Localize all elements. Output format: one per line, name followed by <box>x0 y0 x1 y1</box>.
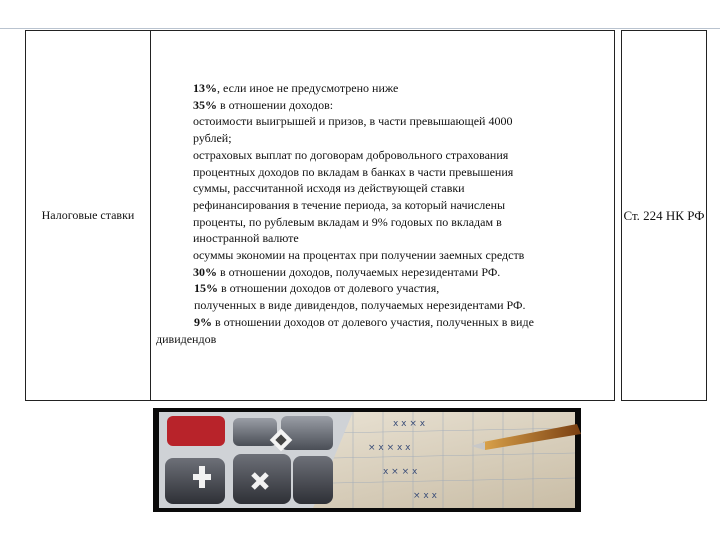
table-row <box>26 31 707 401</box>
list-item-cont: рублей; <box>193 131 232 146</box>
rates-description-cell <box>151 31 615 401</box>
law-reference: Ст. 224 НК РФ <box>623 207 705 223</box>
list-item-cont: рефинансирования в течение периода, за который начислены <box>193 197 506 212</box>
list-item-cont: дивидендов <box>156 331 217 346</box>
rates-description <box>156 80 604 347</box>
list-item: oсуммы экономии на процентах при получении заемных средств <box>193 248 525 263</box>
svg-text:× x × x x: × x × x x <box>368 443 411 453</box>
list-item-cont: процентных доходов по вкладам в банках в части превышения <box>193 164 514 179</box>
rate-9-line: 9% в отношении доходов от долевого участия, полученных в виде <box>194 314 534 329</box>
rates-label-cell <box>26 31 151 401</box>
list-item: oстоимости выигрышей и призов, в части превышающей 4000 <box>193 114 513 129</box>
rate-15-line: 15% в отношении доходов от долевого участия, <box>194 281 440 296</box>
list-item-cont: иностранной валюте <box>193 231 299 246</box>
column-gap <box>615 31 622 401</box>
calculator-and-pen-photo-icon <box>153 408 581 512</box>
svg-text:× x x: × x x <box>413 491 437 501</box>
tax-rates-table <box>25 30 707 401</box>
svg-text:x x × x: x x × x <box>393 419 426 429</box>
rate-35-line: 35% в отношении доходов: <box>193 97 334 112</box>
list-item: oстраховых выплат по договорам добровольного страхования <box>193 147 509 162</box>
rate-30-line: 30% в отношении доходов, получаемых нерезидентами РФ. <box>193 264 501 279</box>
top-divider <box>0 28 720 29</box>
list-item-cont: суммы, рассчитанной исходя из действующей ставки <box>193 181 465 196</box>
rate-13-line: 13%, если иное не предусмотрено ниже <box>193 81 399 95</box>
reference-cell <box>622 31 707 401</box>
rates-label: Налоговые ставки <box>41 208 135 223</box>
list-item-cont: проценты, по рублевым вкладам и 9% годовых по вкладам в <box>193 214 502 229</box>
list-item-cont: полученных в виде дивидендов, получаемых нерезидентами РФ. <box>194 298 526 313</box>
svg-text:x × × x: x × × x <box>383 467 418 477</box>
